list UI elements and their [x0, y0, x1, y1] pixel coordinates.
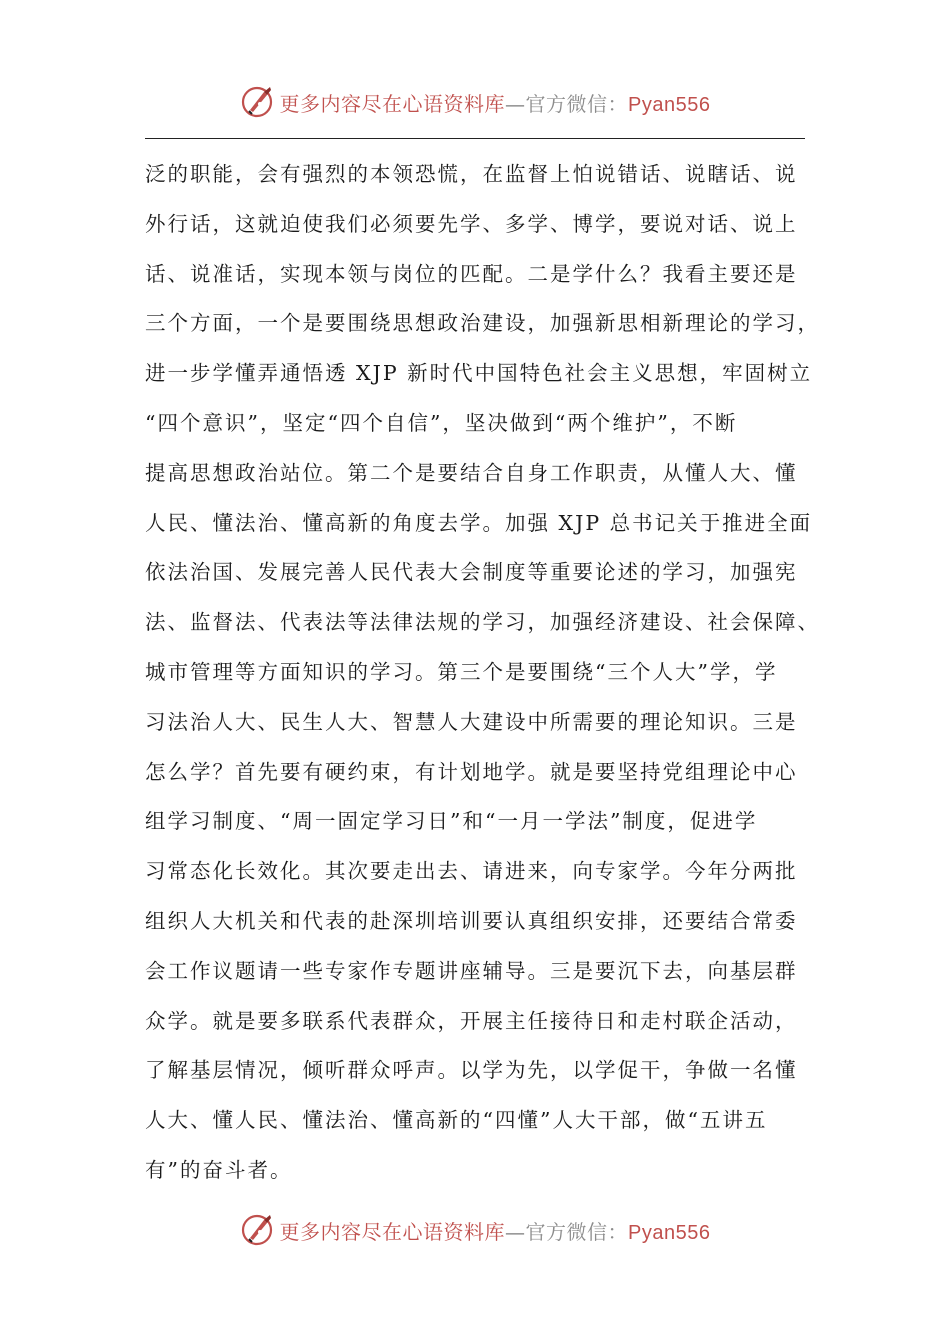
text-line: 怎么学？首先要有硬约束，有计划地学。就是要坚持党组理论中心: [145, 759, 798, 784]
text-line: 众学。就是要多联系代表群众，开展主任接待日和走村联企活动，: [145, 1008, 798, 1033]
text-line: 依法治国、发展完善人民代表大会制度等重要论述的学习，加强宪: [145, 560, 798, 585]
footer-wechat-id: Pyan556: [628, 1221, 711, 1244]
text-line: 有”的奋斗者。: [145, 1157, 293, 1182]
text-line: 泛的职能，会有强烈的本领恐慌，在监督上怕说错话、说瞎话、说: [145, 162, 798, 186]
footer-brand: 更多内容尽在心语资料库: [279, 1219, 506, 1244]
text-line: 了解基层情况，倾听群众呼声。以学为先，以学促干，争做一名懂: [145, 1058, 798, 1083]
text-line: 话、说准话，实现本领与岗位的匹配。二是学什么？我看主要还是: [145, 261, 798, 286]
footer-wechat-label: 官方微信：: [525, 1219, 629, 1244]
header-wechat-label: 官方微信：: [525, 91, 629, 116]
footer-banner-text: [280, 1216, 711, 1245]
text-line: 城市管理等方面知识的学习。第三个是要围绕“三个人大”学，学: [145, 659, 778, 684]
text-line: 组织人大机关和代表的赴深圳培训要认真组织安排，还要结合常委: [145, 908, 798, 933]
text-line: 习常态化长效化。其次要走出去、请进来，向专家学。今年分两批: [145, 859, 798, 884]
text-line: 提高思想政治站位。第二个是要结合自身工作职责，从懂人大、懂: [145, 460, 798, 485]
header-wechat-id: Pyan556: [628, 93, 711, 116]
text-line: “四个意识”，坚定“四个自信”，坚决做到“两个维护”，不断: [145, 410, 738, 435]
text-line: 会工作议题请一些专家作专题讲座辅导。三是要沉下去，向基层群: [145, 958, 798, 983]
footer-separator: —: [505, 1219, 526, 1244]
header-brand: 更多内容尽在心语资料库: [279, 91, 506, 116]
text-line: 组学习制度、“周一固定学习日”和“一月一学法”制度，促进学: [145, 809, 758, 834]
header-separator: —: [505, 91, 526, 116]
quill-logo-icon: [240, 1212, 276, 1248]
text-line: 人大、懂人民、懂法治、懂高新的“四懂”人大干部，做“五讲五: [145, 1108, 768, 1133]
quill-logo-icon: [240, 84, 276, 120]
text-line: 法、监督法、代表法等法律法规的学习，加强经济建设、社会保障、: [145, 610, 820, 635]
text-line: 人民、懂法治、懂高新的角度去学。加强 XJP 总书记关于推进全面: [145, 510, 813, 535]
document-body: [145, 150, 820, 1196]
text-line: 三个方面，一个是要围绕思想政治建设，加强新思相新理论的学习，: [145, 311, 820, 336]
text-line: 外行话，这就迫使我们必须要先学、多学、博学，要说对话、说上: [145, 211, 798, 236]
footer-banner: [0, 1208, 950, 1252]
text-line: 进一步学懂弄通悟透 XJP 新时代中国特色社会主义思想，牢固树立: [145, 361, 813, 386]
header-banner-text: [280, 88, 711, 117]
header-banner: [0, 80, 950, 124]
text-line: 习法治人大、民生人大、智慧人大建设中所需要的理论知识。三是: [145, 709, 798, 734]
header-divider: [145, 138, 805, 139]
